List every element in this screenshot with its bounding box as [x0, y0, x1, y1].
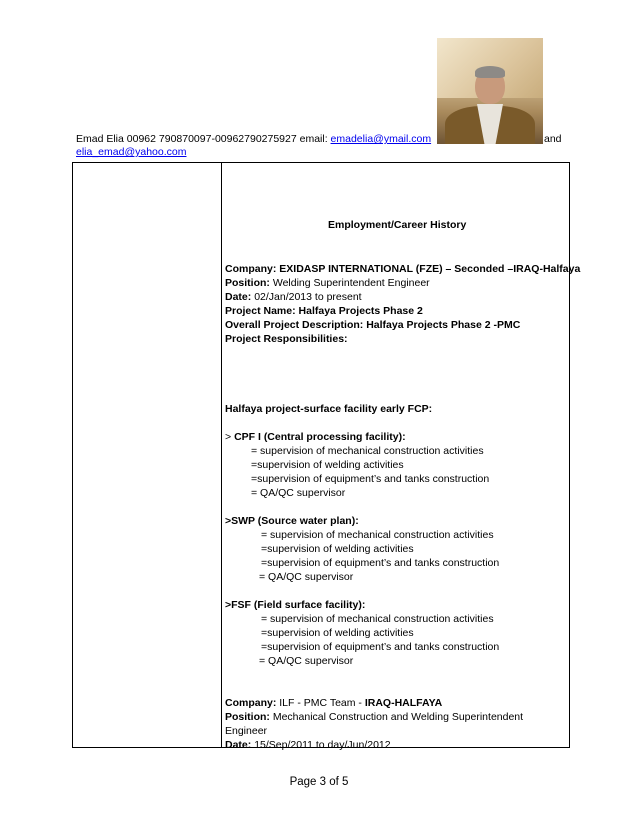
fsf-title: >FSF (Field surface facility):	[225, 599, 366, 611]
fsf-item: = supervision of mechanical construction activities	[261, 613, 494, 625]
job2-date: Date: 15/Sep/2011 to day/Jun/2012	[225, 739, 391, 751]
job2-position: Position: Mechanical Construction and Welding Superintendent	[225, 711, 524, 723]
email-link-secondary[interactable]: elia_emad@yahoo.com	[76, 146, 187, 158]
swp-item: = supervision of mechanical construction activities	[261, 529, 494, 541]
profile-photo	[437, 38, 543, 144]
fsf-item: = QA/QC supervisor	[259, 655, 354, 667]
fsf-item: =supervision of welding activities	[261, 627, 414, 639]
job1-position: Position: Welding Superintendent Engineer	[225, 277, 430, 289]
cpf-item: =supervision of welding activities	[251, 459, 404, 471]
facility-heading: Halfaya project-surface facility early FCP:	[225, 403, 433, 415]
job1-date: Date: 02/Jan/2013 to present	[225, 291, 362, 303]
cpf-title: > CPF I (Central processing facility):	[225, 431, 406, 443]
job1-company: Company: EXIDASP INTERNATIONAL (FZE) – Seconded –IRAQ-Halfaya	[225, 263, 581, 275]
job2-company: Company: ILF - PMC Team - IRAQ-HALFAYA	[225, 697, 443, 709]
swp-item: =supervision of welding activities	[261, 543, 414, 555]
job1-project-name: Project Name: Halfaya Projects Phase 2	[225, 305, 423, 317]
swp-item: =supervision of equipment’s and tanks construction	[261, 557, 500, 569]
swp-item: = QA/QC supervisor	[259, 571, 354, 583]
cpf-item: =supervision of equipment’s and tanks construction	[251, 473, 490, 485]
contact-and: and	[544, 133, 562, 145]
job1-responsibilities-label: Project Responsibilities:	[225, 333, 348, 345]
cpf-item: = supervision of mechanical construction activities	[251, 445, 484, 457]
cpf-item: = QA/QC supervisor	[251, 487, 346, 499]
section-heading: Employment/Career History	[328, 219, 467, 231]
fsf-item: =supervision of equipment’s and tanks construction	[261, 641, 500, 653]
contact-text: Emad Elia 00962 790870097-00962790275927 email:	[76, 133, 331, 145]
contact-block	[76, 133, 576, 159]
job2-position-continued: Engineer	[225, 725, 268, 737]
swp-title: >SWP (Source water plan):	[225, 515, 359, 527]
email-link-primary[interactable]: emadelia@ymail.com	[330, 133, 432, 145]
job1-overall-description: Overall Project Description: Halfaya Projects Phase 2 -PMC	[225, 319, 521, 331]
page-number: Page 3 of 5	[289, 776, 349, 788]
table-column-divider	[221, 163, 222, 747]
